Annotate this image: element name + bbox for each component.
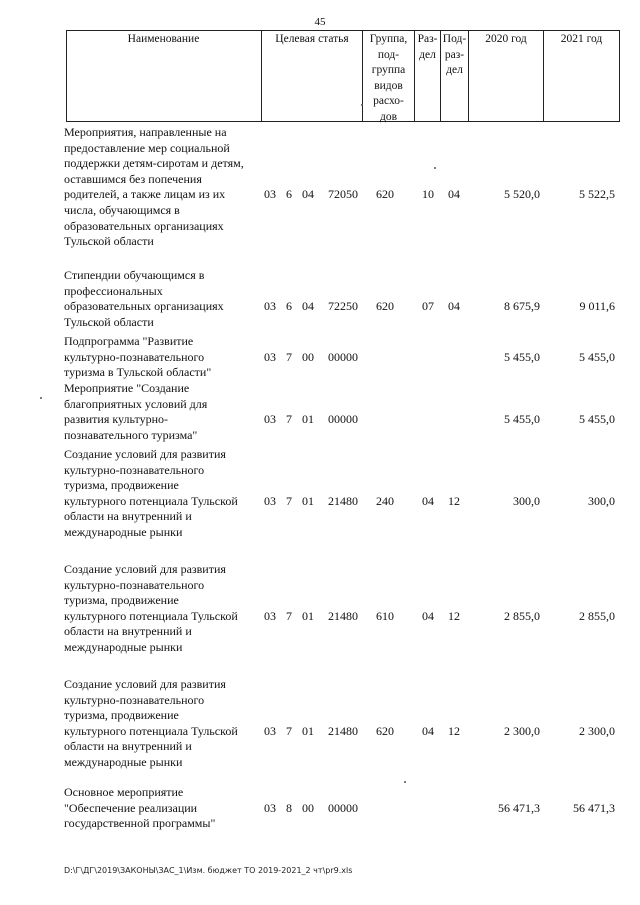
direction-code: 21480 <box>328 723 358 738</box>
row-name-line: Мероприятие "Создание <box>64 381 190 395</box>
subprogram-code: 7 <box>286 493 292 508</box>
subsection-code: 12 <box>448 723 460 738</box>
direction-code: 00000 <box>328 349 358 364</box>
row-name-line: благоприятных условий для <box>64 396 208 411</box>
page-number: 45 <box>314 16 326 28</box>
measure-code: 00 <box>302 349 314 364</box>
row-name <box>64 447 264 541</box>
measure-code: 04 <box>302 187 314 202</box>
row-name-line: числа, обучающимся в <box>64 202 180 217</box>
header-name: Наименование <box>127 33 200 45</box>
section-code: 07 <box>422 299 434 314</box>
amount-2020: 8 675,9 <box>504 299 540 314</box>
header-group <box>363 32 414 125</box>
program-code: 03 <box>264 349 276 364</box>
header-right-border <box>619 30 620 122</box>
header-year-2021: 2021 год <box>560 33 603 45</box>
expense-group: 620 <box>376 299 394 314</box>
header-target-article: Целевая статья <box>275 33 349 45</box>
expense-group: 240 <box>376 493 394 508</box>
subprogram-code: 7 <box>286 723 292 738</box>
scan-speck <box>361 104 363 106</box>
measure-code: 01 <box>302 412 314 427</box>
subsection-code: 12 <box>448 608 460 623</box>
row-name-line: образовательных организациях <box>64 218 224 233</box>
amount-2020: 300,0 <box>513 493 540 508</box>
amount-2021: 9 011,6 <box>579 299 615 314</box>
program-code: 03 <box>264 608 276 623</box>
section-code: 10 <box>422 187 434 202</box>
amount-2021: 56 471,3 <box>573 800 615 815</box>
scan-speck <box>404 781 406 783</box>
row-name <box>64 381 264 443</box>
row-name-line: Основное мероприятие <box>64 785 184 799</box>
subprogram-code: 6 <box>286 187 292 202</box>
program-code: 03 <box>264 412 276 427</box>
measure-code: 04 <box>302 299 314 314</box>
row-name-line: Стипендии обучающимся в <box>64 268 205 282</box>
row-name <box>64 562 264 656</box>
direction-code: 00000 <box>328 412 358 427</box>
row-name-line: Создание условий для развития <box>64 677 226 691</box>
direction-code: 72050 <box>328 187 358 202</box>
header-subsection <box>441 32 468 79</box>
header-group-line: группа <box>371 64 406 76</box>
subprogram-code: 7 <box>286 608 292 623</box>
row-name-line: культурно-познавательного <box>64 462 205 477</box>
measure-code: 01 <box>302 723 314 738</box>
header-section-line: дел <box>419 48 436 61</box>
row-name <box>64 268 264 330</box>
row-name-line: Подпрограмма "Развитие <box>64 334 194 348</box>
expense-group: 620 <box>376 723 394 738</box>
section-code: 04 <box>422 723 434 738</box>
header-subsection-line: Под- <box>442 33 467 45</box>
subsection-code: 04 <box>448 187 460 202</box>
program-code: 03 <box>264 800 276 815</box>
direction-code: 72250 <box>328 299 358 314</box>
row-name-line: культурно-познавательного <box>64 349 205 364</box>
row-name-line: Тульской области <box>64 234 154 249</box>
header-bottom-border <box>66 121 620 122</box>
amount-2021: 2 855,0 <box>579 608 615 623</box>
amount-2020: 5 455,0 <box>504 349 540 364</box>
row-name-line: культурного потенциала Тульской <box>64 723 238 738</box>
row-name-line: международные рынки <box>64 754 183 769</box>
row-name-line: культурного потенциала Тульской <box>64 608 238 623</box>
row-name-line: области на внутренний и <box>64 509 192 524</box>
program-code: 03 <box>264 493 276 508</box>
row-name-line: оставшимся без попечения <box>64 171 202 186</box>
direction-code: 00000 <box>328 800 358 815</box>
subprogram-code: 6 <box>286 299 292 314</box>
amount-2021: 2 300,0 <box>579 723 615 738</box>
amount-2020: 2 300,0 <box>504 723 540 738</box>
direction-code: 21480 <box>328 608 358 623</box>
row-name-line: предоставление мер социальной <box>64 140 230 155</box>
program-code: 03 <box>264 299 276 314</box>
subsection-code: 12 <box>448 493 460 508</box>
expense-group: 620 <box>376 187 394 202</box>
header-year-2020: 2020 год <box>485 33 527 45</box>
row-name-line: области на внутренний и <box>64 739 192 754</box>
section-code: 04 <box>422 608 434 623</box>
amount-2020: 5 520,0 <box>504 187 540 202</box>
table-header <box>66 30 620 122</box>
row-name-line: области на внутренний и <box>64 624 192 639</box>
program-code: 03 <box>264 723 276 738</box>
row-name-line: культурно-познавательного <box>64 692 205 707</box>
header-group-line: дов <box>379 110 398 123</box>
row-name-line: родителей, а также лицам из их <box>64 187 226 202</box>
header-group-line: видов <box>374 79 403 92</box>
row-name-line: познавательного туризма" <box>64 427 198 442</box>
row-name-line: Мероприятия, направленные на <box>64 125 227 139</box>
subsection-code: 04 <box>448 299 460 314</box>
header-section <box>415 32 440 63</box>
measure-code: 01 <box>302 493 314 508</box>
row-name <box>64 125 264 250</box>
amount-2021: 300,0 <box>588 493 615 508</box>
row-name <box>64 785 264 832</box>
scan-speck <box>434 167 436 169</box>
amount-2020: 5 455,0 <box>504 412 540 427</box>
row-name-line: развития культурно- <box>64 412 168 427</box>
measure-code: 00 <box>302 800 314 815</box>
measure-code: 01 <box>302 608 314 623</box>
header-group-line: Группа, <box>369 33 408 45</box>
program-code: 03 <box>264 187 276 202</box>
header-subsection-line: раз- <box>444 48 465 61</box>
amount-2020: 2 855,0 <box>504 608 540 623</box>
row-name <box>64 334 264 381</box>
row-name-line: культурно-познавательного <box>64 577 205 592</box>
section-code: 04 <box>422 493 434 508</box>
row-name <box>64 677 264 771</box>
header-group-line: расхо- <box>373 95 404 107</box>
row-name-line: туризма в Тульской области" <box>64 365 212 380</box>
row-name-line: международные рынки <box>64 524 183 539</box>
header-section-line: Раз- <box>417 33 438 45</box>
row-name-line: государственной программы" <box>64 816 216 831</box>
row-name-line: Создание условий для развития <box>64 447 226 461</box>
row-name-line: образовательных организациях <box>64 299 224 314</box>
row-name-line: поддержки детям-сиротам и детям, <box>64 156 244 171</box>
subprogram-code: 8 <box>286 800 292 815</box>
scan-speck <box>40 397 42 399</box>
row-name-line: профессиональных <box>64 283 163 298</box>
row-name-line: культурного потенциала Тульской <box>64 493 238 508</box>
subprogram-code: 7 <box>286 412 292 427</box>
amount-2021: 5 522,5 <box>579 187 615 202</box>
expense-group: 610 <box>376 608 394 623</box>
file-path-footer: D:\Г\ДГ\2019\ЗАКОНЫ\ЗАС_1\Изм. бюджет ТО 2019-2021_2 чт\pr9.xls <box>64 866 353 875</box>
header-top-border <box>66 30 620 31</box>
amount-2021: 5 455,0 <box>579 412 615 427</box>
amount-2020: 56 471,3 <box>498 800 540 815</box>
row-name-line: "Обеспечение реализации <box>64 800 198 815</box>
header-subsection-line: дел <box>446 64 463 76</box>
direction-code: 21480 <box>328 493 358 508</box>
row-name-line: туризма, продвижение <box>64 478 179 493</box>
header-group-line: под- <box>377 48 400 61</box>
row-name-line: туризма, продвижение <box>64 593 179 608</box>
row-name-line: Тульской области <box>64 314 154 329</box>
amount-2021: 5 455,0 <box>579 349 615 364</box>
row-name-line: туризма, продвижение <box>64 708 179 723</box>
subprogram-code: 7 <box>286 349 292 364</box>
row-name-line: Создание условий для развития <box>64 562 226 576</box>
row-name-line: международные рынки <box>64 639 183 654</box>
